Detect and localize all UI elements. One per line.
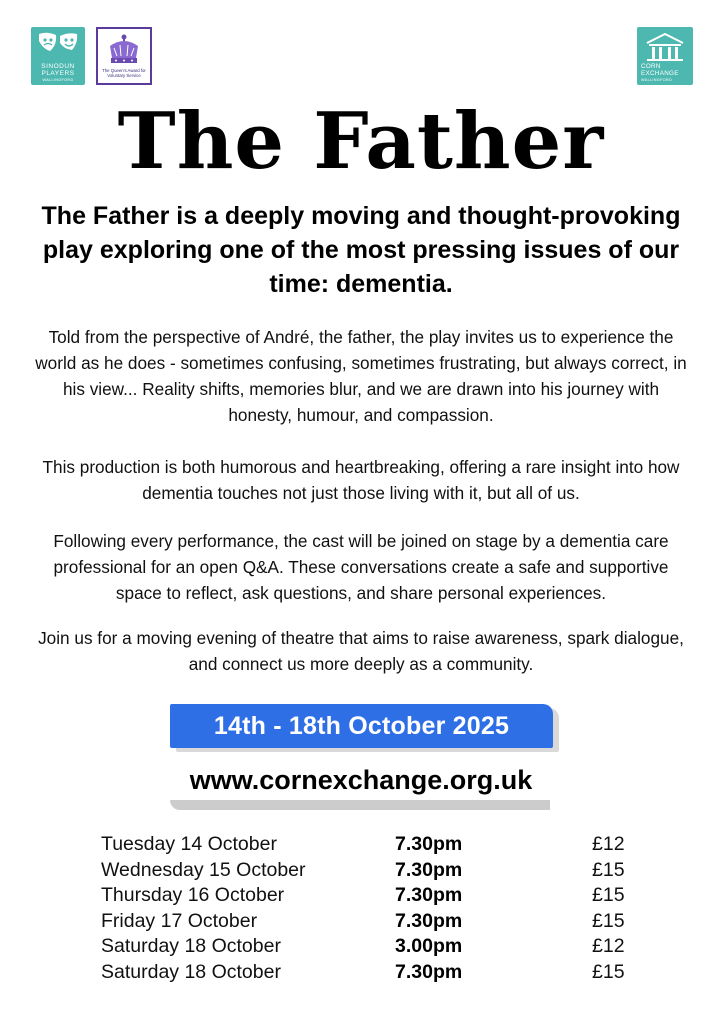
performance-time: 7.30pm	[395, 884, 463, 907]
performance-time: 7.30pm	[395, 833, 463, 855]
performance-day: Friday 17 October	[101, 909, 258, 932]
performance-time: 7.30pm	[395, 858, 463, 881]
performance-time: 7.30pm	[395, 909, 463, 932]
date-range: 14th - 18th October 2025	[213, 712, 510, 740]
performance-schedule	[101, 832, 641, 986]
schedule-row	[101, 858, 641, 884]
sinodun-label: SINODUN	[41, 63, 75, 70]
performance-day: Saturday 18 October	[101, 960, 281, 983]
website-link[interactable]: www.cornexchange.org.uk	[189, 765, 533, 795]
performance-day: Thursday 16 October	[101, 884, 285, 907]
players-label: PLAYERS	[41, 70, 75, 77]
website-underline	[170, 800, 550, 810]
subtitle: The Father is a deeply moving and thought-provoking play exploring one of the most pressing issues of our time: dementia.	[41, 202, 681, 298]
schedule-row	[101, 883, 641, 909]
performance-day: Tuesday 14 October	[101, 833, 277, 855]
building-icon	[643, 31, 687, 61]
exchange-label: EXCHANGE	[641, 70, 679, 77]
ticket-price: £15	[592, 884, 625, 907]
date-banner	[170, 704, 553, 748]
queens-award-text: The Queen's Award for Voluntary Service	[102, 68, 146, 79]
ticket-price: £12	[592, 833, 625, 855]
play-title: The Father	[117, 96, 605, 187]
theatre-masks-icon	[31, 29, 85, 61]
ticket-price: £15	[592, 909, 625, 932]
description-paragraph-2: This production is both humorous and heartbreaking, offering a rare insight into how dementia touches not just those living with it, but all of us.	[42, 457, 680, 503]
schedule-row	[101, 832, 641, 858]
schedule-row	[101, 960, 641, 986]
performance-time: 3.00pm	[395, 935, 463, 958]
corn-wallingford-label: WALLINGFORD	[641, 78, 673, 82]
schedule-row	[101, 909, 641, 935]
performance-time: 7.30pm	[395, 960, 463, 983]
performance-day: Wednesday 15 October	[101, 858, 306, 881]
queens-award-logo	[96, 27, 152, 85]
ticket-price: £12	[592, 935, 625, 958]
description-paragraph-4: Join us for a moving evening of theatre that aims to raise awareness, spark dialogue, and connect us more deeply as a community.	[38, 628, 684, 674]
description-paragraph-1: Told from the perspective of André, the father, the play invites us to experience the world as he does - sometimes confusing, sometimes frustrating, but always correct, in his view... Reality shifts, memories blur, and we are drawn into his journey with honesty, humour, and compassion.	[35, 327, 687, 425]
performance-day: Saturday 18 October	[101, 935, 281, 958]
crown-icon	[106, 32, 142, 68]
corn-label: CORN	[641, 63, 661, 70]
wallingford-label: WALLINGFORD	[42, 78, 74, 82]
ticket-price: £15	[592, 858, 625, 881]
corn-exchange-logo	[637, 27, 693, 85]
description-paragraph-3: Following every performance, the cast will be joined on stage by a dementia care professional for an open Q&A. These conversations create a safe and supportive space to reflect, ask questions, and share personal experiences.	[53, 531, 669, 603]
sinodun-players-logo	[31, 27, 85, 85]
ticket-price: £15	[592, 960, 625, 983]
schedule-row	[101, 934, 641, 960]
